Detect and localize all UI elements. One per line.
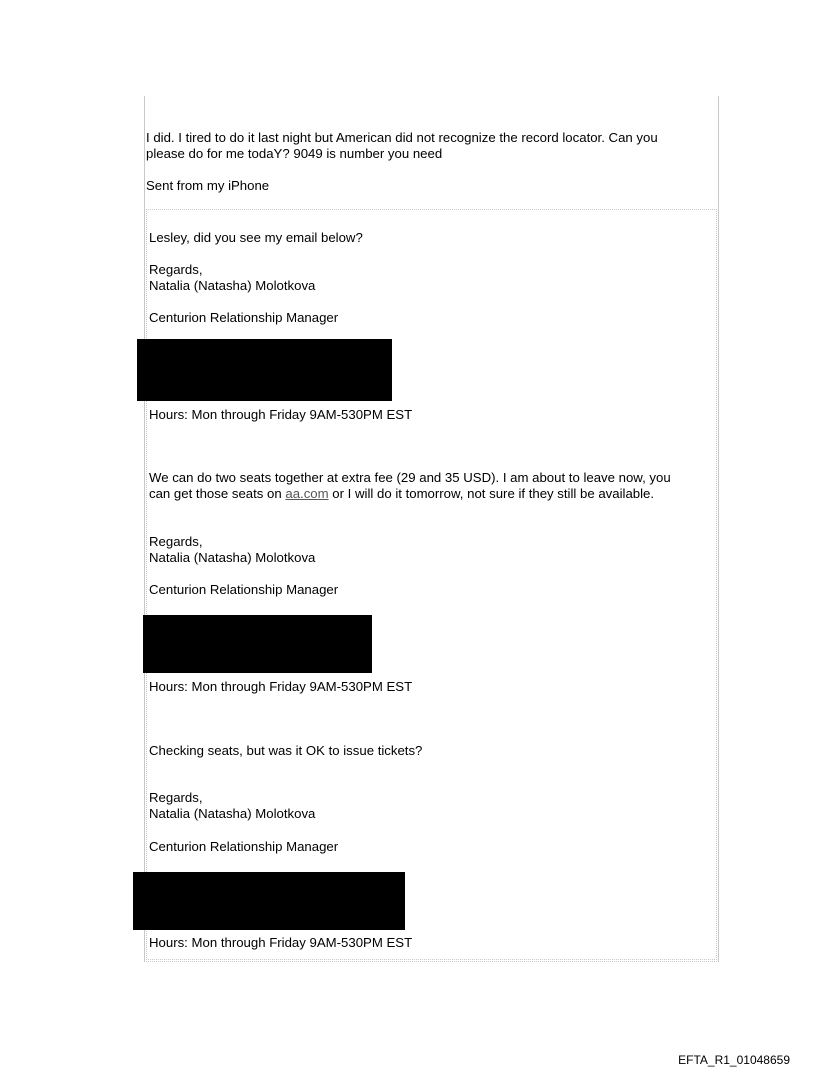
message-3-hours: Hours: Mon through Friday 9AM-530PM EST	[149, 935, 413, 950]
message-1-sender-name: Natalia (Natasha) Molotkova	[149, 278, 316, 293]
message-1-sender-title: Centurion Relationship Manager	[149, 310, 339, 325]
message-1-body: Lesley, did you see my email below?	[149, 230, 363, 245]
top-message-line-1: I did. I tired to do it last night but American did not recognize the record locator. Can you	[146, 130, 658, 145]
message-2-hours: Hours: Mon through Friday 9AM-530PM EST	[149, 679, 413, 694]
message-3-regards: Regards,	[149, 790, 203, 805]
message-3-sender-name: Natalia (Natasha) Molotkova	[149, 806, 316, 821]
message-2-body-line-2-start: can get those seats on	[149, 486, 286, 501]
message-2-body-line-1: We can do two seats together at extra fee (29 and 35 USD). I am about to leave now, you	[149, 470, 671, 485]
message-1-hours: Hours: Mon through Friday 9AM-530PM EST	[149, 407, 413, 422]
message-1-regards: Regards,	[149, 262, 203, 277]
message-2-body-line-2-end: or I will do it tomorrow, not sure if they still be available.	[328, 486, 655, 501]
message-2-sender-name: Natalia (Natasha) Molotkova	[149, 550, 316, 565]
message-3-body: Checking seats, but was it OK to issue tickets?	[149, 743, 423, 758]
redaction-block-1	[137, 339, 392, 401]
top-message-signature: Sent from my iPhone	[146, 178, 270, 193]
message-2-regards: Regards,	[149, 534, 203, 549]
message-2-sender-title: Centurion Relationship Manager	[149, 582, 339, 597]
aa-com-link[interactable]: aa.com	[285, 486, 329, 501]
redaction-block-2	[143, 615, 372, 673]
message-3-sender-title: Centurion Relationship Manager	[149, 839, 339, 854]
message-2-body-line-2	[149, 486, 654, 502]
document-id: EFTA_R1_01048659	[678, 1053, 790, 1067]
top-message-line-2: please do for me todaY? 9049 is number you need	[146, 146, 443, 161]
redaction-block-3	[133, 872, 405, 930]
